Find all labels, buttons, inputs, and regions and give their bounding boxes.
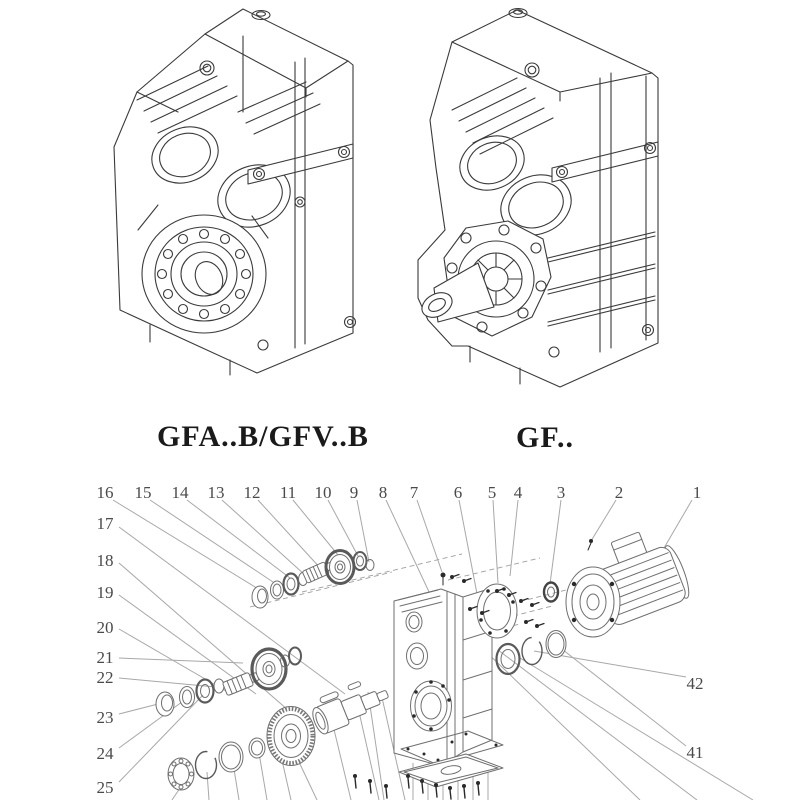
washer-41 bbox=[546, 631, 566, 658]
callout-5-number: 5 bbox=[487, 483, 497, 502]
foot-notches bbox=[150, 325, 230, 375]
output-gear-bore bbox=[286, 730, 296, 743]
corner-bolt-br-inner bbox=[348, 320, 353, 325]
callout-42-number: 42 bbox=[686, 674, 704, 693]
callout-1-number: 1 bbox=[692, 483, 702, 502]
callout-3-number: 3 bbox=[556, 483, 566, 502]
callout-11-number: 11 bbox=[279, 483, 297, 502]
callout-20-number: 20 bbox=[96, 618, 114, 637]
callout-18-number: 18 bbox=[96, 551, 114, 570]
seal-output bbox=[219, 742, 243, 772]
corner-bolt-br bbox=[643, 325, 654, 336]
truncated-leader-7 bbox=[357, 703, 379, 800]
cross-strap bbox=[552, 142, 658, 182]
callout-6-leader bbox=[459, 500, 478, 599]
input-coupling-bearing-inner bbox=[548, 587, 555, 597]
foot-notches bbox=[470, 346, 520, 384]
vertical-strap bbox=[295, 58, 305, 348]
output-side-rings bbox=[497, 631, 567, 675]
motor-mount-screw bbox=[588, 539, 593, 550]
callout-25-number: 25 bbox=[96, 778, 114, 797]
motor-flange bbox=[566, 567, 620, 637]
snap-ring-42 bbox=[522, 638, 542, 665]
callout-16-number: 16 bbox=[96, 483, 114, 502]
callout-5-leader bbox=[493, 500, 498, 583]
truncated-leader-17 bbox=[498, 650, 697, 800]
roof-edges bbox=[452, 42, 652, 101]
callout-2-number: 2 bbox=[614, 483, 624, 502]
parallel-key-2 bbox=[347, 681, 361, 691]
callout-3-leader bbox=[550, 500, 561, 584]
first-stage-gear-face bbox=[330, 555, 351, 580]
callout-15-number: 15 bbox=[134, 483, 152, 502]
vertical-strap bbox=[600, 73, 646, 352]
callout-24-number: 24 bbox=[96, 744, 114, 763]
callout-7-leader bbox=[417, 500, 442, 572]
truncated-leader-5 bbox=[299, 762, 317, 800]
lifting-hole bbox=[200, 61, 214, 75]
callout-7-number: 7 bbox=[409, 483, 419, 502]
lifting-hole bbox=[525, 63, 539, 77]
bearing-1-inner bbox=[287, 578, 295, 590]
housing-bore-output-flange bbox=[411, 681, 452, 731]
callout-12-number: 12 bbox=[243, 483, 261, 502]
callout-19-number: 19 bbox=[96, 583, 114, 602]
callout-15-leader bbox=[150, 500, 276, 584]
callout-21-number: 21 bbox=[96, 648, 114, 667]
callout-8-leader bbox=[386, 500, 430, 594]
right-model-label: GF.. bbox=[516, 421, 574, 454]
figure-gf-drawing bbox=[418, 9, 658, 388]
callout-13-number: 13 bbox=[207, 483, 225, 502]
callout-14-leader bbox=[187, 500, 290, 578]
callout-2-leader bbox=[591, 500, 616, 541]
left-model-label: GFA..B/GFV..B bbox=[157, 420, 369, 453]
truncated-leader-3 bbox=[259, 753, 267, 800]
figure-gfa-gfv-drawing bbox=[114, 9, 356, 375]
cooling-fins bbox=[137, 66, 320, 134]
motor bbox=[566, 522, 694, 637]
callout-17-number: 17 bbox=[96, 514, 114, 533]
side-stud bbox=[295, 197, 305, 207]
output-shaft-assembly bbox=[168, 681, 392, 790]
callout-14-number: 14 bbox=[171, 483, 189, 502]
oil-plug-inner bbox=[257, 12, 266, 16]
snap-ring-output bbox=[196, 752, 217, 779]
housing-bore-mid bbox=[407, 643, 428, 669]
callout-41-number: 41 bbox=[686, 743, 704, 762]
second-stage-gear-face bbox=[256, 654, 282, 685]
input-coupling-bearing bbox=[544, 583, 558, 602]
callout-4-number: 4 bbox=[513, 483, 523, 502]
callout-41-leader bbox=[558, 646, 686, 746]
callout-23-number: 23 bbox=[96, 708, 114, 727]
truncated-leader-1 bbox=[207, 772, 209, 800]
callout-9-number: 9 bbox=[349, 483, 359, 502]
bearing-1b-inner bbox=[357, 556, 364, 566]
corner-bolt-bl bbox=[258, 340, 268, 350]
truncated-leader-16 bbox=[476, 642, 640, 800]
bearing-2 bbox=[197, 680, 214, 703]
corner-bolt-bl bbox=[549, 347, 559, 357]
cross-strap bbox=[248, 144, 353, 184]
side-stud-inner bbox=[298, 200, 303, 205]
callout-4-leader bbox=[510, 500, 518, 576]
callout-10-number: 10 bbox=[314, 483, 332, 502]
vent-screw bbox=[441, 573, 446, 586]
housing-front-face bbox=[394, 589, 463, 766]
spacer-ring-1b bbox=[366, 560, 374, 571]
bearing-2b bbox=[289, 648, 301, 665]
lifting-hole-inner bbox=[528, 66, 536, 74]
callout-6-number: 6 bbox=[453, 483, 463, 502]
hollow-shaft-hub bbox=[142, 215, 266, 333]
corner-bolt-br bbox=[345, 317, 356, 328]
bearing-1b bbox=[354, 552, 367, 570]
bearing-1 bbox=[284, 574, 299, 595]
output-bearing-inner bbox=[501, 650, 515, 669]
callout-17-leader bbox=[119, 527, 345, 694]
callout-22-number: 22 bbox=[96, 668, 114, 687]
washer-2 bbox=[214, 679, 224, 693]
callout-11-leader bbox=[293, 500, 338, 555]
truncated-leader-18 bbox=[520, 658, 753, 800]
side-ribs bbox=[548, 232, 655, 326]
callout-8-number: 8 bbox=[378, 483, 388, 502]
roof-edges bbox=[205, 34, 348, 97]
callout-21-leader bbox=[119, 658, 243, 663]
callout-12-leader bbox=[258, 500, 322, 570]
exploded-canvas bbox=[0, 470, 800, 800]
output-bearing bbox=[497, 644, 520, 674]
